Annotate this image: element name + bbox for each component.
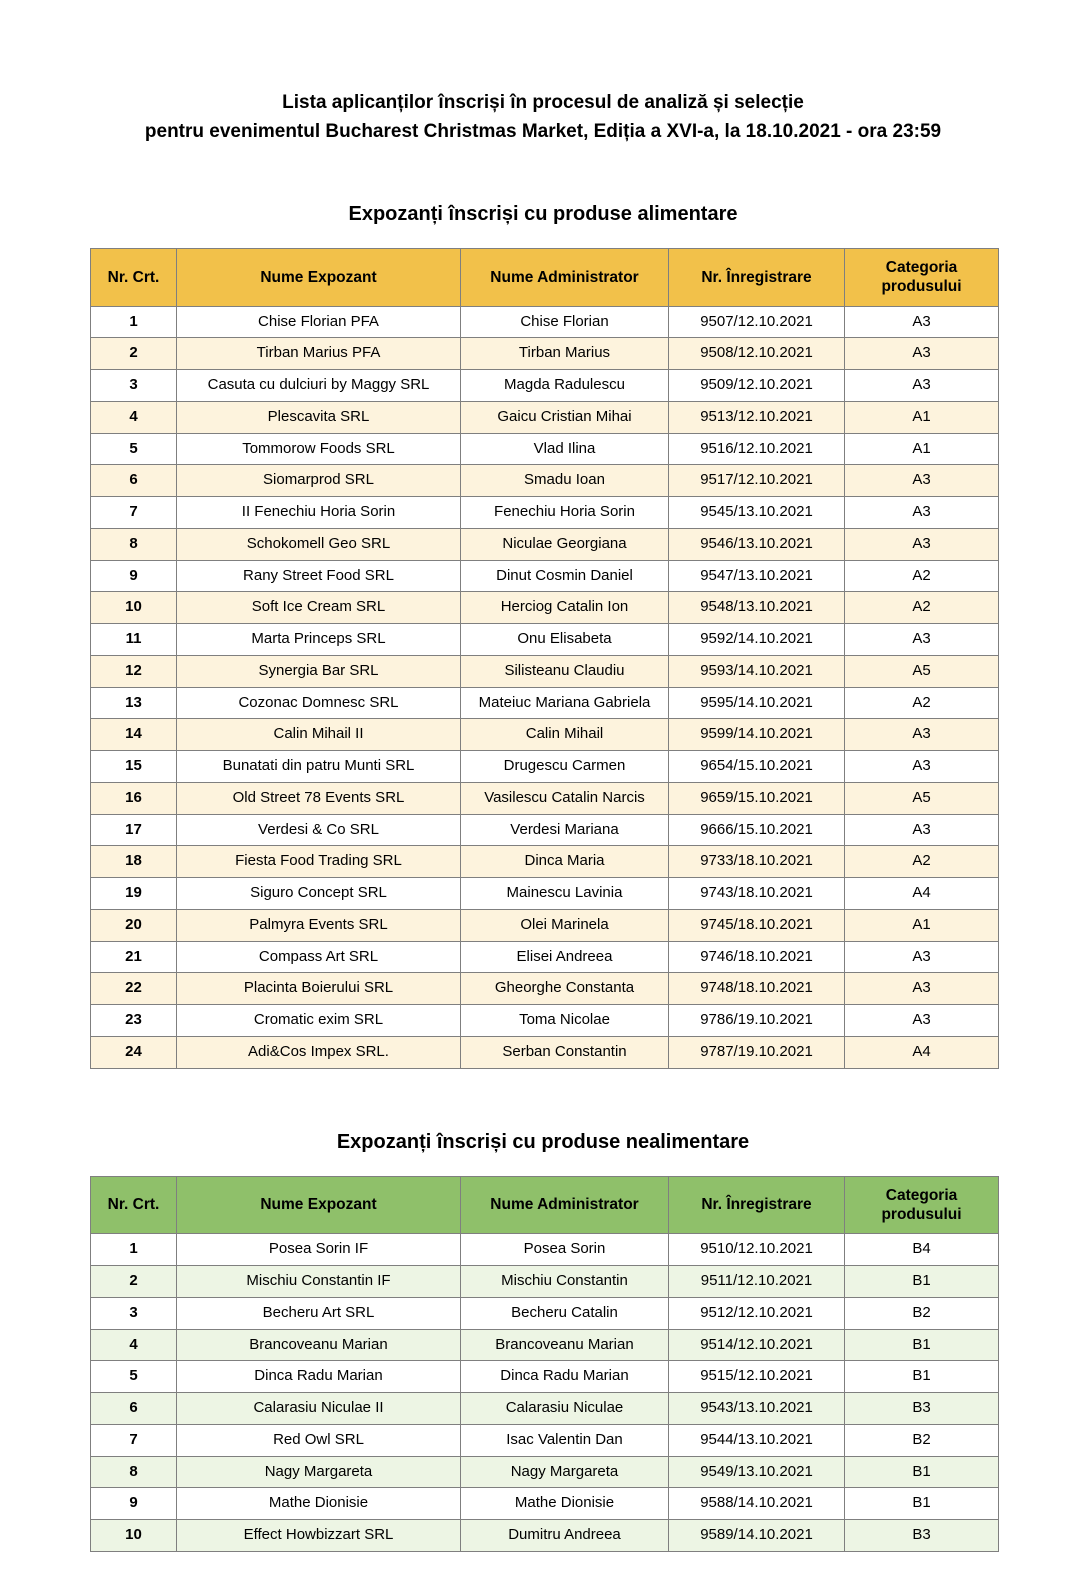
table-row	[91, 846, 999, 878]
cell-exhibitor: Red Owl SRL	[177, 1424, 461, 1456]
cell-registration: 9510/12.10.2021	[669, 1234, 845, 1266]
table-row	[91, 1393, 999, 1425]
cell-registration: 9516/12.10.2021	[669, 433, 845, 465]
column-header-nr: Nr. Crt.	[91, 1176, 177, 1234]
cell-category: A3	[845, 624, 999, 656]
cell-exhibitor: Adi&Cos Impex SRL.	[177, 1036, 461, 1068]
cell-exhibitor: Nagy Margareta	[177, 1456, 461, 1488]
cell-registration: 9514/12.10.2021	[669, 1329, 845, 1361]
cell-registration: 9599/14.10.2021	[669, 719, 845, 751]
cell-nr: 3	[91, 370, 177, 402]
cell-exhibitor: Cozonac Domnesc SRL	[177, 687, 461, 719]
table-row	[91, 433, 999, 465]
table-row	[91, 401, 999, 433]
section-heading-nonfood: Expozanți înscriși cu produse nealimentare	[336, 1130, 750, 1153]
table-row	[91, 909, 999, 941]
cell-registration: 9666/15.10.2021	[669, 814, 845, 846]
cell-nr: 7	[91, 1424, 177, 1456]
cell-nr: 4	[91, 401, 177, 433]
cell-exhibitor: Cromatic exim SRL	[177, 1005, 461, 1037]
cell-exhibitor: Dinca Radu Marian	[177, 1361, 461, 1393]
cell-registration: 9547/13.10.2021	[669, 560, 845, 592]
cell-registration: 9592/14.10.2021	[669, 624, 845, 656]
cell-nr: 16	[91, 782, 177, 814]
table-row	[91, 941, 999, 973]
cell-administrator: Dumitru Andreea	[461, 1520, 669, 1552]
cell-nr: 8	[91, 1456, 177, 1488]
cell-exhibitor: Compass Art SRL	[177, 941, 461, 973]
cell-category: A3	[845, 1005, 999, 1037]
cell-administrator: Calarasiu Niculae	[461, 1393, 669, 1425]
table-row	[91, 687, 999, 719]
cell-nr: 11	[91, 624, 177, 656]
cell-registration: 9733/18.10.2021	[669, 846, 845, 878]
table-row	[91, 751, 999, 783]
table-row	[91, 1005, 999, 1037]
cell-registration: 9513/12.10.2021	[669, 401, 845, 433]
cell-exhibitor: Posea Sorin IF	[177, 1234, 461, 1266]
cell-registration: 9509/12.10.2021	[669, 370, 845, 402]
table-row	[91, 624, 999, 656]
cell-category: A4	[845, 878, 999, 910]
cell-administrator: Herciog Catalin Ion	[461, 592, 669, 624]
cell-administrator: Onu Elisabeta	[461, 624, 669, 656]
cell-nr: 10	[91, 592, 177, 624]
cell-administrator: Dinca Radu Marian	[461, 1361, 669, 1393]
table-row	[91, 1361, 999, 1393]
cell-registration: 9589/14.10.2021	[669, 1520, 845, 1552]
cell-administrator: Toma Nicolae	[461, 1005, 669, 1037]
table-row	[91, 1488, 999, 1520]
table-row	[91, 1456, 999, 1488]
cell-exhibitor: Old Street 78 Events SRL	[177, 782, 461, 814]
cell-administrator: Fenechiu Horia Sorin	[461, 497, 669, 529]
cell-administrator: Niculae Georgiana	[461, 528, 669, 560]
cell-nr: 7	[91, 497, 177, 529]
column-header-exhibitor: Nume Expozant	[177, 1176, 461, 1234]
cell-administrator: Elisei Andreea	[461, 941, 669, 973]
cell-registration: 9545/13.10.2021	[669, 497, 845, 529]
table-header-row	[91, 1176, 999, 1234]
cell-exhibitor: Bunatati din patru Munti SRL	[177, 751, 461, 783]
cell-registration: 9654/15.10.2021	[669, 751, 845, 783]
cell-nr: 18	[91, 846, 177, 878]
table-row	[91, 560, 999, 592]
cell-category: A1	[845, 909, 999, 941]
food-exhibitors-table	[90, 248, 999, 1069]
table-row	[91, 592, 999, 624]
cell-exhibitor: Synergia Bar SRL	[177, 655, 461, 687]
table-row	[91, 782, 999, 814]
cell-category: B1	[845, 1456, 999, 1488]
cell-category: B1	[845, 1329, 999, 1361]
column-header-nr: Nr. Crt.	[91, 248, 177, 306]
cell-category: A3	[845, 338, 999, 370]
cell-administrator: Verdesi Mariana	[461, 814, 669, 846]
title-line-1: Lista aplicanților înscriși în procesul de analiză și selecție	[282, 92, 804, 113]
cell-category: A1	[845, 401, 999, 433]
cell-nr: 9	[91, 560, 177, 592]
cell-exhibitor: Mathe Dionisie	[177, 1488, 461, 1520]
cell-exhibitor: Becheru Art SRL	[177, 1297, 461, 1329]
cell-nr: 5	[91, 433, 177, 465]
cell-registration: 9544/13.10.2021	[669, 1424, 845, 1456]
cell-administrator: Mathe Dionisie	[461, 1488, 669, 1520]
cell-registration: 9743/18.10.2021	[669, 878, 845, 910]
cell-nr: 8	[91, 528, 177, 560]
cell-administrator: Gaicu Cristian Mihai	[461, 401, 669, 433]
cell-administrator: Brancoveanu Marian	[461, 1329, 669, 1361]
cell-category: A2	[845, 592, 999, 624]
cell-nr: 2	[91, 1266, 177, 1298]
cell-exhibitor: Calarasiu Niculae II	[177, 1393, 461, 1425]
cell-nr: 17	[91, 814, 177, 846]
cell-exhibitor: Marta Princeps SRL	[177, 624, 461, 656]
cell-exhibitor: Casuta cu dulciuri by Maggy SRL	[177, 370, 461, 402]
cell-nr: 22	[91, 973, 177, 1005]
cell-category: A5	[845, 782, 999, 814]
table-row	[91, 497, 999, 529]
cell-category: B1	[845, 1361, 999, 1393]
cell-registration: 9745/18.10.2021	[669, 909, 845, 941]
cell-nr: 12	[91, 655, 177, 687]
cell-administrator: Smadu Ioan	[461, 465, 669, 497]
table-header-row	[91, 248, 999, 306]
cell-nr: 10	[91, 1520, 177, 1552]
cell-registration: 9548/13.10.2021	[669, 592, 845, 624]
cell-category: B2	[845, 1297, 999, 1329]
cell-nr: 6	[91, 1393, 177, 1425]
cell-exhibitor: Brancoveanu Marian	[177, 1329, 461, 1361]
cell-registration: 9511/12.10.2021	[669, 1266, 845, 1298]
cell-registration: 9546/13.10.2021	[669, 528, 845, 560]
column-header-registration: Nr. Înregistrare	[669, 248, 845, 306]
cell-registration: 9517/12.10.2021	[669, 465, 845, 497]
table-row	[91, 719, 999, 751]
table-row	[91, 814, 999, 846]
cell-exhibitor: Tommorow Foods SRL	[177, 433, 461, 465]
table-row	[91, 1036, 999, 1068]
table-row	[91, 655, 999, 687]
cell-registration: 9588/14.10.2021	[669, 1488, 845, 1520]
table-row	[91, 528, 999, 560]
cell-exhibitor: Palmyra Events SRL	[177, 909, 461, 941]
cell-registration: 9593/14.10.2021	[669, 655, 845, 687]
cell-nr: 14	[91, 719, 177, 751]
cell-category: B3	[845, 1393, 999, 1425]
table-row	[91, 465, 999, 497]
cell-nr: 1	[91, 306, 177, 338]
cell-exhibitor: Calin Mihail II	[177, 719, 461, 751]
cell-nr: 6	[91, 465, 177, 497]
table-row	[91, 1234, 999, 1266]
cell-exhibitor: Placinta Boierului SRL	[177, 973, 461, 1005]
cell-exhibitor: Siomarprod SRL	[177, 465, 461, 497]
cell-registration: 9787/19.10.2021	[669, 1036, 845, 1068]
table-row	[91, 878, 999, 910]
cell-administrator: Isac Valentin Dan	[461, 1424, 669, 1456]
cell-exhibitor: Rany Street Food SRL	[177, 560, 461, 592]
cell-administrator: Nagy Margareta	[461, 1456, 669, 1488]
cell-nr: 21	[91, 941, 177, 973]
cell-exhibitor: Effect Howbizzart SRL	[177, 1520, 461, 1552]
cell-registration: 9659/15.10.2021	[669, 782, 845, 814]
table-row	[91, 1266, 999, 1298]
cell-nr: 9	[91, 1488, 177, 1520]
cell-category: A4	[845, 1036, 999, 1068]
cell-category: A3	[845, 751, 999, 783]
cell-nr: 13	[91, 687, 177, 719]
cell-administrator: Tirban Marius	[461, 338, 669, 370]
cell-category: A3	[845, 941, 999, 973]
section-heading-food: Expozanți înscriși cu produse alimentare	[348, 202, 738, 225]
cell-registration: 9512/12.10.2021	[669, 1297, 845, 1329]
cell-administrator: Dinut Cosmin Daniel	[461, 560, 669, 592]
nonfood-exhibitors-table	[90, 1176, 999, 1552]
table-row	[91, 973, 999, 1005]
cell-exhibitor: Tirban Marius PFA	[177, 338, 461, 370]
table-row	[91, 338, 999, 370]
cell-administrator: Calin Mihail	[461, 719, 669, 751]
table-row	[91, 306, 999, 338]
cell-category: B1	[845, 1488, 999, 1520]
cell-registration: 9543/13.10.2021	[669, 1393, 845, 1425]
cell-administrator: Olei Marinela	[461, 909, 669, 941]
cell-nr: 2	[91, 338, 177, 370]
cell-category: A3	[845, 497, 999, 529]
cell-exhibitor: II Fenechiu Horia Sorin	[177, 497, 461, 529]
cell-category: A2	[845, 560, 999, 592]
cell-registration: 9748/18.10.2021	[669, 973, 845, 1005]
cell-administrator: Mateiuc Mariana Gabriela	[461, 687, 669, 719]
cell-administrator: Chise Florian	[461, 306, 669, 338]
table-row	[91, 1297, 999, 1329]
table-row	[91, 370, 999, 402]
cell-category: B4	[845, 1234, 999, 1266]
table-row	[91, 1329, 999, 1361]
column-header-exhibitor: Nume Expozant	[177, 248, 461, 306]
column-header-registration: Nr. Înregistrare	[669, 1176, 845, 1234]
cell-administrator: Mischiu Constantin	[461, 1266, 669, 1298]
cell-category: A3	[845, 719, 999, 751]
cell-category: A2	[845, 687, 999, 719]
cell-administrator: Vlad Ilina	[461, 433, 669, 465]
cell-administrator: Drugescu Carmen	[461, 751, 669, 783]
title-line-2: pentru evenimentul Bucharest Christmas Market, Ediția a XVI-a, la 18.10.2021 - ora 23:59	[144, 121, 942, 143]
column-header-category: Categoria produsului	[845, 1176, 999, 1234]
cell-category: A3	[845, 306, 999, 338]
cell-nr: 5	[91, 1361, 177, 1393]
cell-nr: 3	[91, 1297, 177, 1329]
cell-nr: 24	[91, 1036, 177, 1068]
cell-administrator: Silisteanu Claudiu	[461, 655, 669, 687]
cell-nr: 15	[91, 751, 177, 783]
table-row	[91, 1424, 999, 1456]
cell-category: A3	[845, 370, 999, 402]
cell-category: A5	[845, 655, 999, 687]
cell-administrator: Magda Radulescu	[461, 370, 669, 402]
cell-nr: 23	[91, 1005, 177, 1037]
cell-nr: 20	[91, 909, 177, 941]
cell-registration: 9746/18.10.2021	[669, 941, 845, 973]
cell-administrator: Serban Constantin	[461, 1036, 669, 1068]
cell-administrator: Gheorghe Constanta	[461, 973, 669, 1005]
cell-registration: 9515/12.10.2021	[669, 1361, 845, 1393]
cell-category: A1	[845, 433, 999, 465]
cell-exhibitor: Verdesi & Co SRL	[177, 814, 461, 846]
cell-administrator: Mainescu Lavinia	[461, 878, 669, 910]
cell-registration: 9508/12.10.2021	[669, 338, 845, 370]
cell-exhibitor: Soft Ice Cream SRL	[177, 592, 461, 624]
cell-exhibitor: Siguro Concept SRL	[177, 878, 461, 910]
cell-registration: 9507/12.10.2021	[669, 306, 845, 338]
cell-exhibitor: Fiesta Food Trading SRL	[177, 846, 461, 878]
cell-registration: 9595/14.10.2021	[669, 687, 845, 719]
cell-exhibitor: Plescavita SRL	[177, 401, 461, 433]
cell-category: A3	[845, 465, 999, 497]
cell-category: A2	[845, 846, 999, 878]
cell-category: A3	[845, 973, 999, 1005]
cell-registration: 9549/13.10.2021	[669, 1456, 845, 1488]
cell-category: A3	[845, 528, 999, 560]
cell-administrator: Vasilescu Catalin Narcis	[461, 782, 669, 814]
cell-category: B2	[845, 1424, 999, 1456]
cell-category: B3	[845, 1520, 999, 1552]
cell-registration: 9786/19.10.2021	[669, 1005, 845, 1037]
column-header-administrator: Nume Administrator	[461, 248, 669, 306]
cell-nr: 19	[91, 878, 177, 910]
cell-nr: 4	[91, 1329, 177, 1361]
cell-administrator: Dinca Maria	[461, 846, 669, 878]
column-header-category: Categoria produsului	[845, 248, 999, 306]
cell-exhibitor: Mischiu Constantin IF	[177, 1266, 461, 1298]
cell-exhibitor: Chise Florian PFA	[177, 306, 461, 338]
column-header-administrator: Nume Administrator	[461, 1176, 669, 1234]
cell-exhibitor: Schokomell Geo SRL	[177, 528, 461, 560]
cell-category: B1	[845, 1266, 999, 1298]
cell-category: A3	[845, 814, 999, 846]
cell-administrator: Becheru Catalin	[461, 1297, 669, 1329]
cell-nr: 1	[91, 1234, 177, 1266]
cell-administrator: Posea Sorin	[461, 1234, 669, 1266]
page-title	[90, 88, 996, 147]
